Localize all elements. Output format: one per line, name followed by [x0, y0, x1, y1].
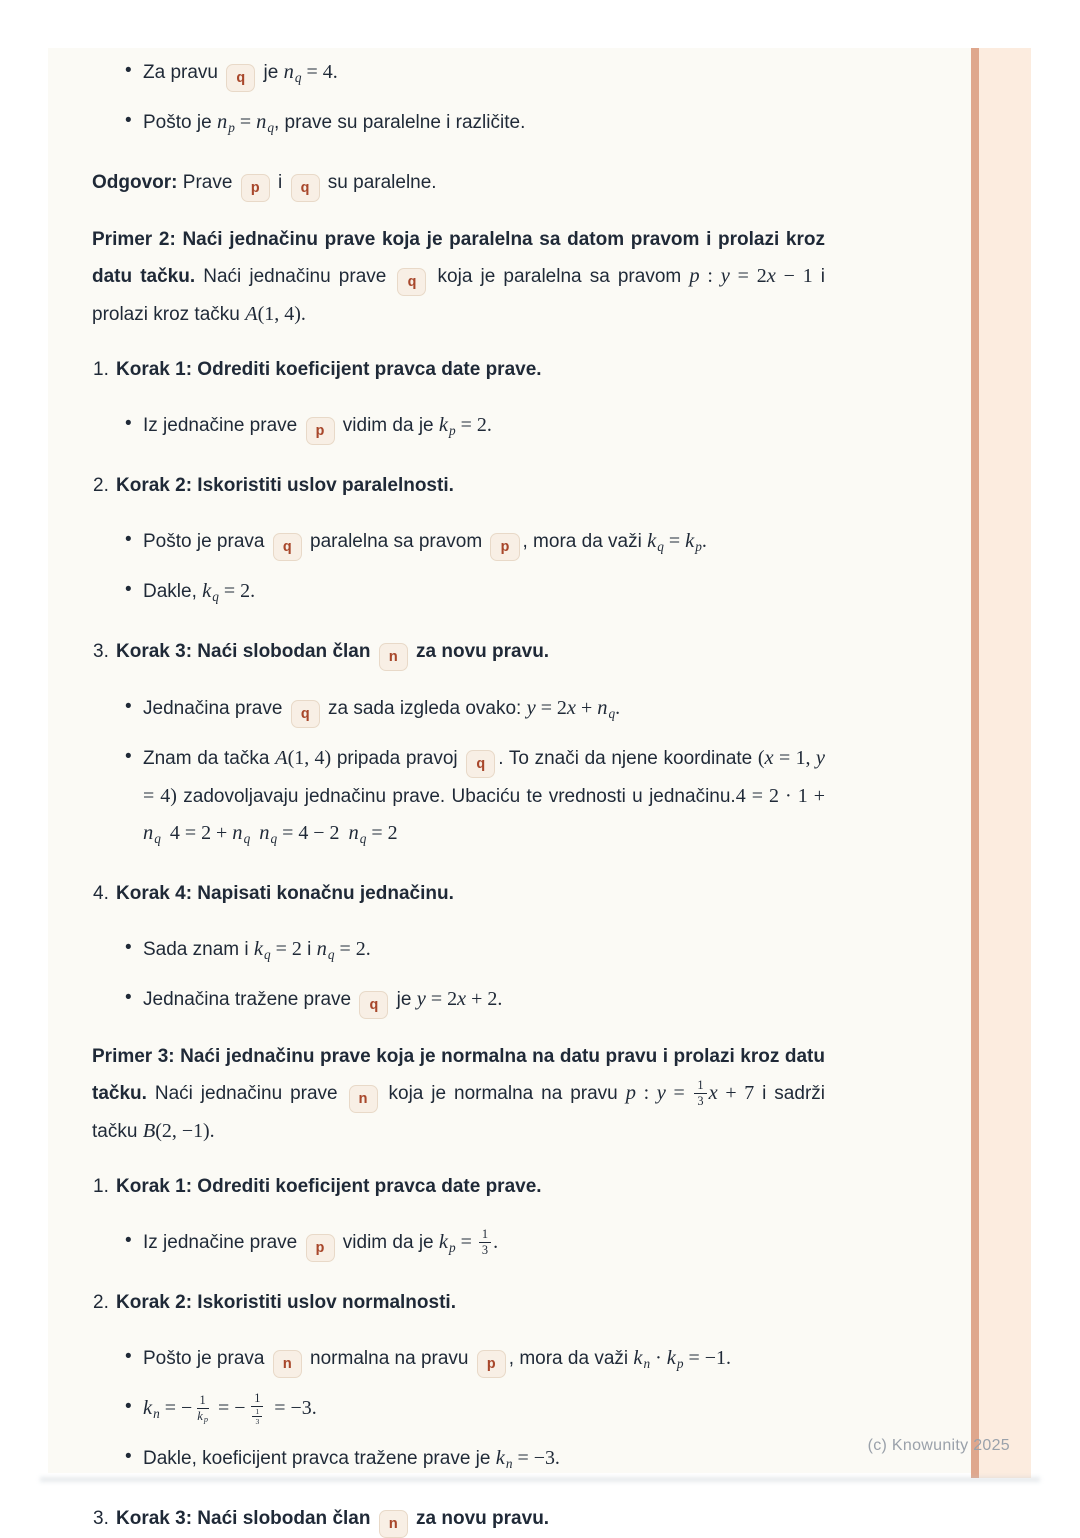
- fraction-denominator: [247, 1407, 267, 1427]
- fraction-denominator: [252, 1417, 262, 1427]
- fraction-denominator: [694, 1094, 706, 1109]
- text-run: Iz jednačine prave: [143, 1231, 303, 1253]
- text-run: vidim da je: [337, 414, 439, 436]
- math-fraction: [252, 1407, 262, 1427]
- bullet-list: [92, 931, 825, 1019]
- math-variable: B: [142, 1119, 156, 1142]
- step-heading: [92, 468, 825, 504]
- step-title: [116, 1507, 550, 1533]
- bullet-text: [143, 1224, 825, 1266]
- bullet-icon: •: [125, 986, 132, 1008]
- math-text: = 2: [425, 987, 458, 1010]
- watermark: (c) Knowunity 2025: [867, 1437, 1010, 1454]
- math-text: 1: [255, 1406, 260, 1416]
- math-text: (: [757, 746, 765, 769]
- bullet-text: [143, 931, 825, 973]
- text-run: Dakle, koeficijent pravca tražene prave je: [143, 1447, 496, 1469]
- text-run: i: [272, 171, 288, 193]
- step-number: 2.: [93, 1291, 109, 1313]
- math-text: − 1: [775, 264, 813, 287]
- text-run: paralelna sa pravom: [304, 530, 488, 552]
- bullet-text: [143, 573, 825, 615]
- math-variable: n: [259, 821, 270, 844]
- bullet-item: [92, 981, 825, 1019]
- bullet-list: [92, 54, 825, 146]
- math-text: 3: [481, 1243, 489, 1258]
- step-heading: [92, 1285, 825, 1321]
- math-text: = −3.: [269, 1396, 317, 1419]
- step-heading: [92, 876, 825, 912]
- math-text: .: [493, 1230, 499, 1253]
- bullet-icon: •: [125, 528, 132, 550]
- math-subscript: q: [327, 946, 335, 962]
- example-heading: [92, 221, 825, 333]
- text-run: vidim da je: [337, 1231, 439, 1253]
- bullet-text: [143, 740, 825, 857]
- math-subscript: n: [643, 1355, 651, 1371]
- step-number: 2.: [93, 474, 109, 496]
- math-text: (1, 4): [287, 746, 332, 769]
- inline-code-tag: n: [379, 1510, 408, 1538]
- bullet-text: [143, 523, 825, 565]
- text-run: Iz jednačine prave: [143, 414, 303, 436]
- inline-code-tag: p: [306, 417, 335, 445]
- math-variable: n: [283, 61, 294, 83]
- math-variable: k: [633, 1346, 643, 1369]
- page-content: [48, 48, 971, 1533]
- bullet-list: [92, 407, 825, 449]
- math-text: .: [701, 529, 707, 552]
- bullet-item: [92, 104, 825, 146]
- math-subscript: q: [267, 119, 274, 135]
- inline-code-tag: q: [226, 64, 255, 92]
- math-text: = 4 − 2: [277, 821, 340, 844]
- fraction-numerator: [694, 1078, 706, 1094]
- bullet-text: [143, 1440, 825, 1482]
- fraction-numerator: [197, 1393, 209, 1409]
- bullet-icon: •: [125, 1445, 132, 1467]
- bullet-text: [143, 981, 825, 1019]
- math-text: =: [455, 1230, 477, 1253]
- inline-code-tag: q: [291, 700, 320, 728]
- bullet-item: [92, 1440, 825, 1482]
- bullet-text: [143, 407, 825, 449]
- math-text: = −3.: [512, 1446, 560, 1469]
- math-subscript: q: [608, 705, 616, 721]
- fraction-numerator: [479, 1227, 491, 1243]
- text-run: . To znači da njene koordinate: [498, 747, 758, 769]
- text-run: i: [301, 938, 317, 960]
- bullet-list: [92, 690, 825, 857]
- step-number: 4.: [93, 882, 109, 904]
- math-subscript: q: [154, 830, 161, 846]
- inline-code-tag: n: [273, 1350, 302, 1378]
- bold-text-run: Odgovor:: [92, 171, 178, 193]
- math-text: 3: [255, 1417, 260, 1427]
- fraction-numerator: [252, 1407, 262, 1418]
- math-variable: n: [216, 110, 228, 133]
- fraction-denominator: [479, 1243, 491, 1258]
- math-text: = 2: [366, 821, 398, 844]
- text-run: zadovoljavaju jednačinu prave. Ubaciću te vrednosti u jednačinu.: [176, 785, 736, 807]
- math-text: = −: [213, 1396, 246, 1419]
- step-number: 3.: [93, 1507, 109, 1529]
- math-variable: y: [416, 987, 426, 1010]
- bold-text-run: Primer 3: Naći jednačinu prave koja je normalna na datu pravu i prolazi kroz datu tačku.: [92, 1045, 825, 1104]
- math-variable: k: [495, 1446, 505, 1469]
- math-variable: p: [625, 1081, 636, 1104]
- text-run: koja je paralelna sa pravom: [429, 265, 690, 287]
- text-run: Znam da tačka: [143, 747, 276, 769]
- math-subscript: p: [676, 1355, 684, 1371]
- math-variable: n: [316, 937, 327, 960]
- math-subscript: p: [203, 1415, 209, 1425]
- math-subscript: p: [228, 119, 235, 135]
- math-text: = 2: [535, 696, 567, 719]
- math-text: 1: [199, 1392, 206, 1407]
- math-text: =: [663, 529, 686, 552]
- bullet-item: [92, 690, 825, 732]
- math-variable: k: [647, 529, 657, 552]
- text-run: za sada izgleda ovako:: [322, 697, 527, 719]
- math-subscript: q: [359, 830, 367, 846]
- math-variable: y: [526, 696, 536, 719]
- bold-text-run: za novu pravu.: [410, 640, 550, 662]
- math-subscript: p: [449, 1239, 456, 1255]
- math-text: =: [665, 1081, 693, 1104]
- text-run: Pošto je: [143, 111, 217, 133]
- math-text: (2, −1).: [155, 1119, 215, 1142]
- text-run: Naći jednačinu prave: [146, 1082, 346, 1104]
- math-variable: A: [245, 302, 258, 325]
- text-run: , mora da važi: [522, 530, 648, 552]
- math-subscript: q: [294, 69, 302, 85]
- math-text: = 2.: [218, 579, 256, 602]
- text-run: Pošto je prava: [143, 1347, 270, 1369]
- text-run: normalna na pravu: [304, 1347, 474, 1369]
- text-run: Dakle,: [143, 580, 203, 602]
- step-number: 3.: [93, 640, 109, 662]
- math-text: = 2.: [455, 413, 492, 436]
- text-run: Prave: [177, 171, 238, 193]
- math-text: :: [699, 264, 721, 287]
- bullet-item: [92, 1340, 825, 1382]
- math-text: 3: [697, 1094, 704, 1109]
- math-text: = 1,: [773, 746, 816, 769]
- inline-code-tag: q: [397, 268, 426, 296]
- answer-paragraph: [92, 165, 825, 202]
- bullet-icon: •: [125, 745, 132, 767]
- math-variable: n: [348, 821, 359, 844]
- fraction-numerator: [251, 1391, 263, 1407]
- text-run: Jednačina prave: [143, 697, 288, 719]
- math-text: 1: [254, 1390, 261, 1405]
- step-number: 1.: [93, 1175, 109, 1197]
- math-fraction: [247, 1391, 267, 1427]
- bullet-icon: •: [125, 109, 132, 131]
- math-text: .: [615, 696, 621, 719]
- bullet-item: [92, 1224, 825, 1266]
- fraction-denominator: [194, 1409, 211, 1425]
- bullet-icon: •: [125, 1395, 132, 1417]
- bold-text-run: za novu pravu.: [410, 1507, 550, 1529]
- bullet-text: [143, 54, 825, 96]
- text-run: i sadrži tačku: [92, 1082, 825, 1142]
- math-variable: k: [202, 579, 212, 602]
- text-run: Za pravu: [143, 62, 224, 83]
- inline-code-tag: n: [349, 1085, 378, 1113]
- bullet-list: [92, 1340, 825, 1482]
- bullet-icon: •: [125, 60, 132, 81]
- math-fraction: [479, 1227, 491, 1258]
- step-heading: [92, 352, 825, 388]
- inline-code-tag: q: [359, 991, 388, 1019]
- math-text: = 4.: [301, 61, 338, 83]
- step-number: 1.: [93, 358, 109, 380]
- inline-code-tag: p: [306, 1234, 335, 1262]
- math-text: = 4): [143, 784, 177, 807]
- bullet-icon: •: [125, 412, 132, 434]
- bullet-text: [143, 1340, 825, 1382]
- math-subscript: q: [212, 588, 219, 604]
- text-run: pripada pravoj: [331, 747, 464, 769]
- text-run: koja je normalna na pravu: [380, 1082, 626, 1104]
- math-text: 1: [481, 1227, 489, 1242]
- math-text: = −1.: [683, 1346, 731, 1369]
- text-run: , mora da važi: [508, 1347, 634, 1369]
- page-edge-shadow: [971, 48, 979, 1478]
- bullet-item: [92, 573, 825, 615]
- math-text: + 7: [717, 1081, 755, 1104]
- math-variable: k: [666, 1346, 676, 1369]
- text-run: je: [391, 988, 417, 1010]
- math-variable: k: [438, 1230, 448, 1253]
- math-text: = 2: [270, 937, 302, 960]
- bullet-list: [92, 1224, 825, 1266]
- math-subscript: q: [657, 538, 664, 554]
- text-run: Naći jednačinu prave: [195, 265, 395, 287]
- bold-text-run: Korak 2: Iskoristiti uslov paralelnosti.: [116, 474, 454, 496]
- example-heading: [92, 1038, 825, 1150]
- math-fraction: [694, 1078, 706, 1109]
- step-title: [116, 475, 454, 496]
- bullet-icon: •: [125, 695, 132, 717]
- bullet-item: [92, 740, 825, 857]
- math-variable: x: [764, 746, 774, 769]
- math-text: 4 = 2 +: [169, 821, 233, 844]
- step-title: [116, 1176, 542, 1197]
- math-text: =: [234, 110, 257, 133]
- document-page: [48, 48, 971, 1533]
- bullet-text: [143, 690, 825, 732]
- bullet-text: [143, 1390, 825, 1432]
- bold-text-run: Korak 1: Odrediti koeficijent pravca date prave.: [116, 1175, 542, 1197]
- math-variable: y: [815, 746, 826, 769]
- math-text: = 2.: [334, 937, 371, 960]
- next-page-edge: [979, 48, 1031, 1478]
- inline-code-tag: q: [466, 750, 495, 778]
- math-subscript: q: [264, 946, 271, 962]
- step-title: [116, 640, 550, 666]
- math-text: = −: [159, 1396, 193, 1419]
- text-run: je: [258, 62, 284, 83]
- bold-text-run: Korak 3: Naći slobodan član: [116, 640, 376, 662]
- math-variable: k: [685, 529, 695, 552]
- math-subscript: p: [695, 538, 702, 554]
- math-variable: n: [143, 821, 154, 844]
- math-subscript: q: [243, 830, 251, 846]
- math-subscript: n: [153, 1405, 160, 1421]
- math-text: +: [576, 696, 598, 719]
- math-variable: n: [232, 821, 243, 844]
- math-variable: y: [656, 1081, 666, 1104]
- bullet-icon: •: [125, 1229, 132, 1251]
- inline-code-tag: q: [273, 533, 302, 561]
- bold-text-run: Korak 1: Odrediti koeficijent pravca date prave.: [116, 358, 542, 380]
- step-heading: [92, 1169, 825, 1205]
- math-text: :: [635, 1081, 657, 1104]
- math-subscript: n: [505, 1455, 513, 1471]
- math-variable: n: [597, 696, 608, 719]
- math-variable: x: [766, 264, 776, 287]
- text-run: su paralelne.: [322, 171, 437, 193]
- math-variable: x: [457, 987, 467, 1010]
- math-variable: x: [708, 1081, 718, 1104]
- step-title: [116, 359, 542, 380]
- step-heading: [92, 634, 825, 671]
- page-bottom-shadow: [40, 1477, 1040, 1482]
- math-subscript: q: [270, 830, 278, 846]
- math-variable: A: [275, 746, 288, 769]
- bullet-item: [92, 54, 825, 96]
- math-variable: x: [566, 696, 576, 719]
- bold-text-run: Korak 4: Napisati konačnu jednačinu.: [116, 882, 454, 904]
- bullet-item: [92, 1390, 825, 1432]
- math-variable: k: [197, 1408, 203, 1423]
- math-text: = 2: [729, 264, 767, 287]
- inline-code-tag: p: [490, 533, 519, 561]
- text-run: Jednačina tražene prave: [143, 988, 357, 1010]
- bullet-list: [92, 523, 825, 615]
- math-variable: k: [143, 1396, 153, 1419]
- text-run: , prave su paralelne i različite.: [274, 111, 526, 133]
- bullet-icon: •: [125, 578, 132, 600]
- text-run: i prolazi kroz tačku: [92, 265, 825, 325]
- math-variable: n: [256, 110, 267, 133]
- bold-text-run: Korak 2: Iskoristiti uslov normalnosti.: [116, 1291, 456, 1313]
- bullet-text: [143, 104, 825, 146]
- bold-text-run: Primer 2: Naći jednačinu prave koja je paralelna sa datom pravom i prolazi kroz datu tačku.: [92, 228, 825, 287]
- step-title: [116, 883, 454, 904]
- step-title: [116, 1292, 456, 1313]
- bullet-item: [92, 407, 825, 449]
- inline-code-tag: n: [379, 643, 408, 671]
- bullet-item: [92, 931, 825, 973]
- math-variable: k: [438, 413, 448, 436]
- inline-code-tag: q: [291, 174, 320, 202]
- text-run: Pošto je prava: [143, 530, 270, 552]
- inline-code-tag: p: [241, 174, 270, 202]
- math-text: 4 = 2 · 1 +: [735, 784, 825, 807]
- math-text: ·: [650, 1346, 667, 1369]
- math-variable: y: [720, 264, 730, 287]
- step-heading: [92, 1501, 825, 1538]
- math-text: (1, 4).: [257, 302, 306, 325]
- math-variable: p: [689, 264, 700, 287]
- bullet-icon: •: [125, 936, 132, 958]
- inline-code-tag: p: [477, 1350, 506, 1378]
- bullet-item: [92, 523, 825, 565]
- math-subscript: p: [449, 422, 456, 438]
- math-text: + 2.: [466, 987, 503, 1010]
- math-text: 1: [697, 1078, 704, 1093]
- text-run: Sada znam i: [143, 938, 254, 960]
- bold-text-run: Korak 3: Naći slobodan član: [116, 1507, 376, 1529]
- math-variable: k: [253, 937, 264, 960]
- math-fraction: [194, 1393, 211, 1425]
- bullet-icon: •: [125, 1345, 132, 1367]
